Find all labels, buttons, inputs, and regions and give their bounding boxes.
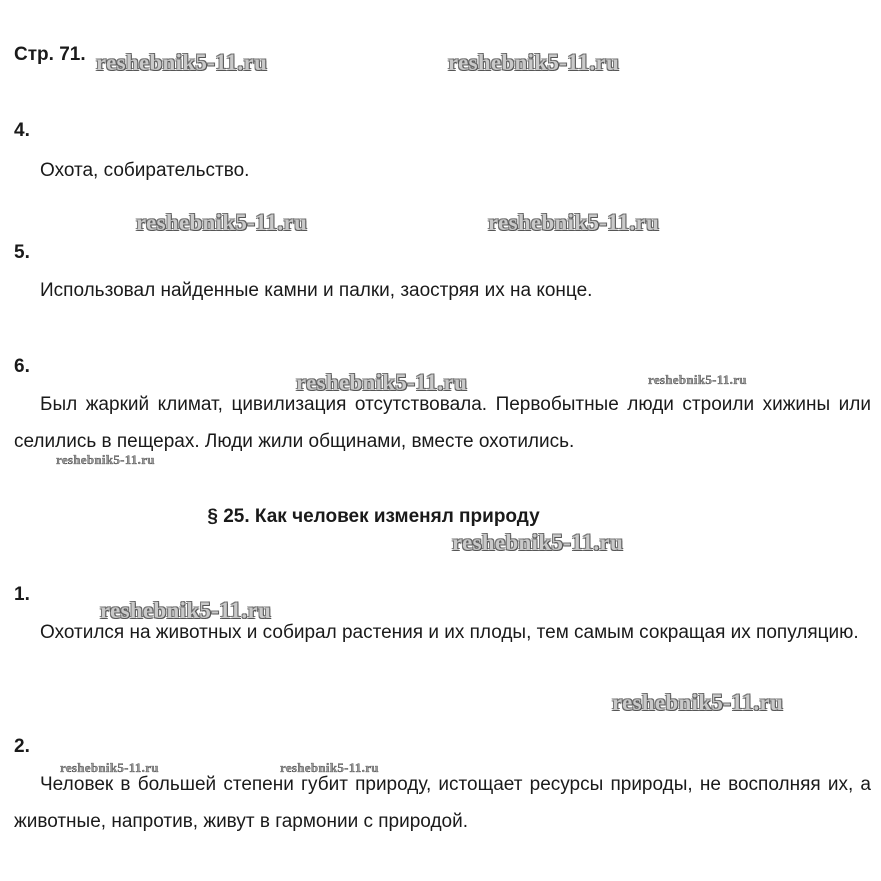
page-label: Стр. 71.	[14, 44, 86, 65]
answer-number-5: 5.	[14, 242, 30, 263]
answer-number-2: 2.	[14, 736, 30, 757]
watermark: reshebnik5-11.ru	[448, 50, 620, 75]
watermark: reshebnik5-11.ru	[296, 370, 468, 395]
watermark: reshebnik5-11.ru	[96, 50, 268, 75]
watermark: reshebnik5-11.ru	[56, 452, 155, 467]
section-title: § 25. Как человек изменял природу	[207, 506, 540, 527]
answer-number-1: 1.	[14, 584, 30, 605]
answer-number-6: 6.	[14, 356, 30, 377]
answer-text-1: Охотился на животных и собирал растения и их плоды, тем самым сокращая их популяцию.	[40, 622, 859, 643]
watermark: reshebnik5-11.ru	[612, 690, 784, 715]
watermark: reshebnik5-11.ru	[488, 210, 660, 235]
answer-text-4: Охота, собирательство.	[40, 160, 250, 181]
answer-number-4: 4.	[14, 120, 30, 141]
answer-text-6: Был жаркий климат, цивилизация отсутствовала. Первобытные люди строили хижины или селились в пещерах. Люди жили общинами, вместе охотились.	[14, 394, 871, 452]
watermark: reshebnik5-11.ru	[648, 372, 747, 387]
watermark: reshebnik5-11.ru	[280, 760, 379, 775]
answer-text-2: Человек в большей степени губит природу, истощает ресурсы природы, не восполняя их, а животные, напротив, живут в гармонии с природой.	[14, 774, 871, 832]
watermark: reshebnik5-11.ru	[452, 530, 624, 555]
watermark: reshebnik5-11.ru	[136, 210, 308, 235]
watermark: reshebnik5-11.ru	[100, 598, 272, 623]
watermark: reshebnik5-11.ru	[60, 760, 159, 775]
answer-text-5: Использовал найденные камни и палки, заостряя их на конце.	[40, 280, 593, 301]
